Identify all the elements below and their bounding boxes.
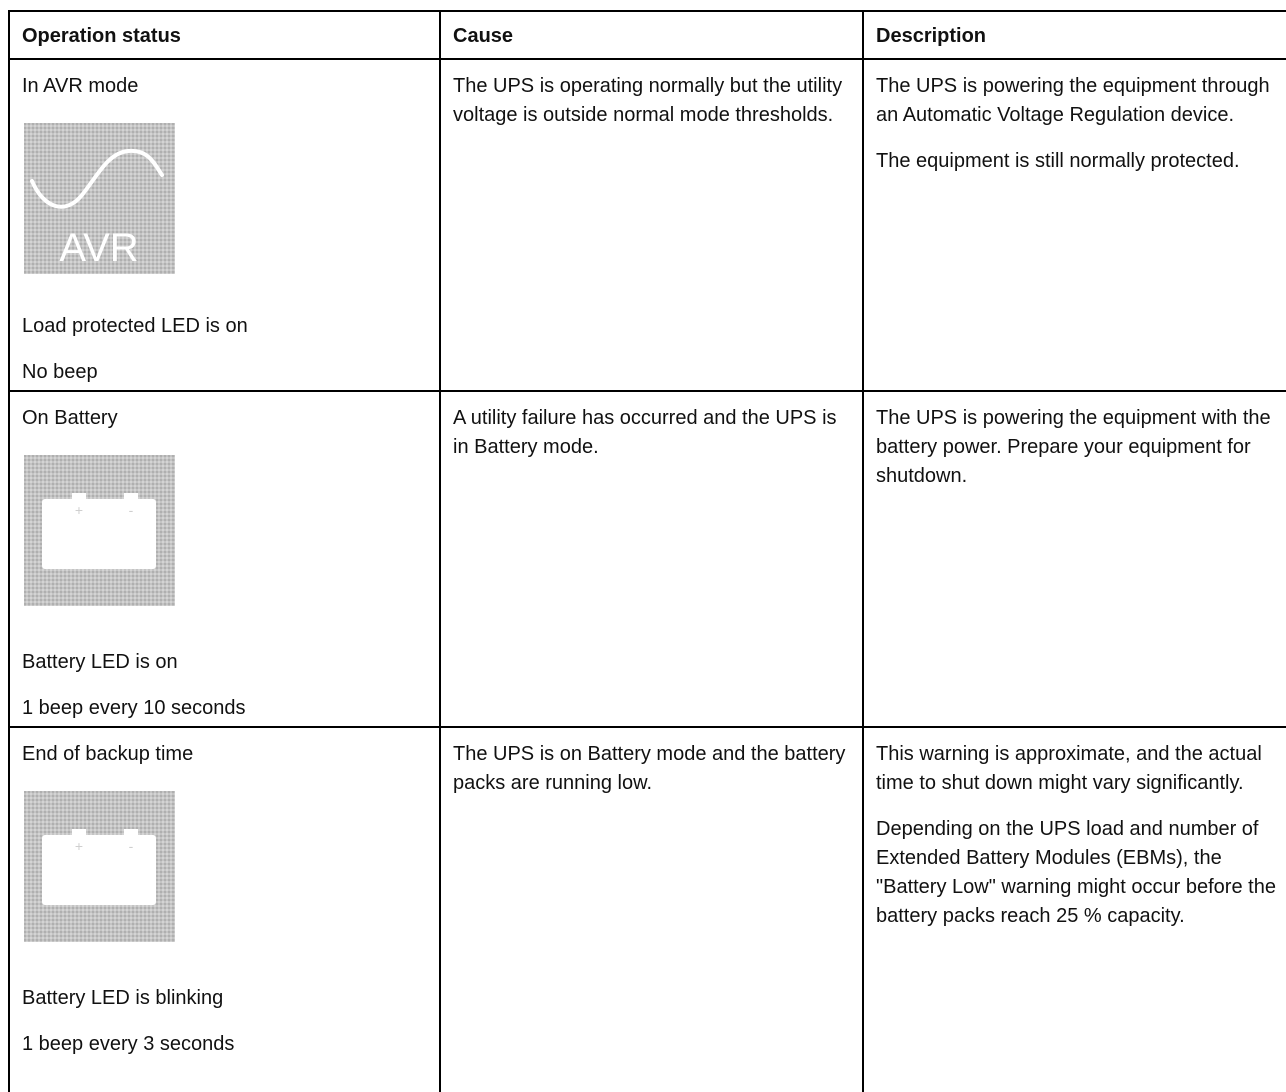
svg-text:+: + <box>74 838 84 854</box>
status-title: On Battery <box>22 407 118 429</box>
description-cell <box>863 391 1286 727</box>
beep-status: 1 beep every 10 seconds <box>22 697 246 719</box>
header-cause: Cause <box>440 11 863 59</box>
description-cell <box>863 59 1286 391</box>
beep-status: No beep <box>22 361 98 383</box>
beep-status: 1 beep every 3 seconds <box>22 1033 235 1055</box>
description-paragraph: The UPS is powering the equipment through an Automatic Voltage Regulation device. <box>876 75 1270 126</box>
operation-status-cell <box>9 59 440 391</box>
description-paragraph: The equipment is still normally protected. <box>876 150 1240 172</box>
status-title: End of backup time <box>22 743 194 765</box>
svg-text:-: - <box>128 502 134 518</box>
ups-status-table <box>8 10 1286 1092</box>
header-operation-status: Operation status <box>9 11 440 59</box>
avr-icon <box>24 123 175 274</box>
svg-text:+: + <box>74 502 84 518</box>
description-paragraph: The UPS is powering the equipment with the battery power. Prepare your equipment for shutdown. <box>876 407 1271 487</box>
table-row <box>9 391 1286 727</box>
table-header-row <box>9 11 1286 59</box>
operation-status-cell <box>9 391 440 727</box>
description-paragraph: Depending on the UPS load and number of Extended Battery Modules (EBMs), the "Battery Low" warning might occur before the battery packs reach 25 % capacity. <box>876 818 1276 927</box>
avr-icon-label: AVR <box>59 226 139 270</box>
led-status: Battery LED is on <box>22 651 178 673</box>
status-title: In AVR mode <box>22 75 139 97</box>
cause-text: The UPS is on Battery mode and the battery packs are running low. <box>453 743 846 794</box>
cause-text: The UPS is operating normally but the utility voltage is outside normal mode thresholds. <box>453 75 843 126</box>
battery-icon <box>24 455 175 606</box>
led-status: Load protected LED is on <box>22 315 248 337</box>
table-row <box>9 727 1286 1092</box>
header-description: Description <box>863 11 1286 59</box>
cause-cell <box>440 727 863 1092</box>
operation-status-cell <box>9 727 440 1092</box>
battery-icon <box>24 791 175 942</box>
description-cell <box>863 727 1286 1092</box>
cause-cell <box>440 391 863 727</box>
table-row <box>9 59 1286 391</box>
svg-text:-: - <box>128 838 134 854</box>
led-status: Battery LED is blinking <box>22 987 224 1009</box>
cause-text: A utility failure has occurred and the UPS is in Battery mode. <box>453 407 837 458</box>
cause-cell <box>440 59 863 391</box>
description-paragraph: This warning is approximate, and the actual time to shut down might vary significantly. <box>876 743 1262 794</box>
